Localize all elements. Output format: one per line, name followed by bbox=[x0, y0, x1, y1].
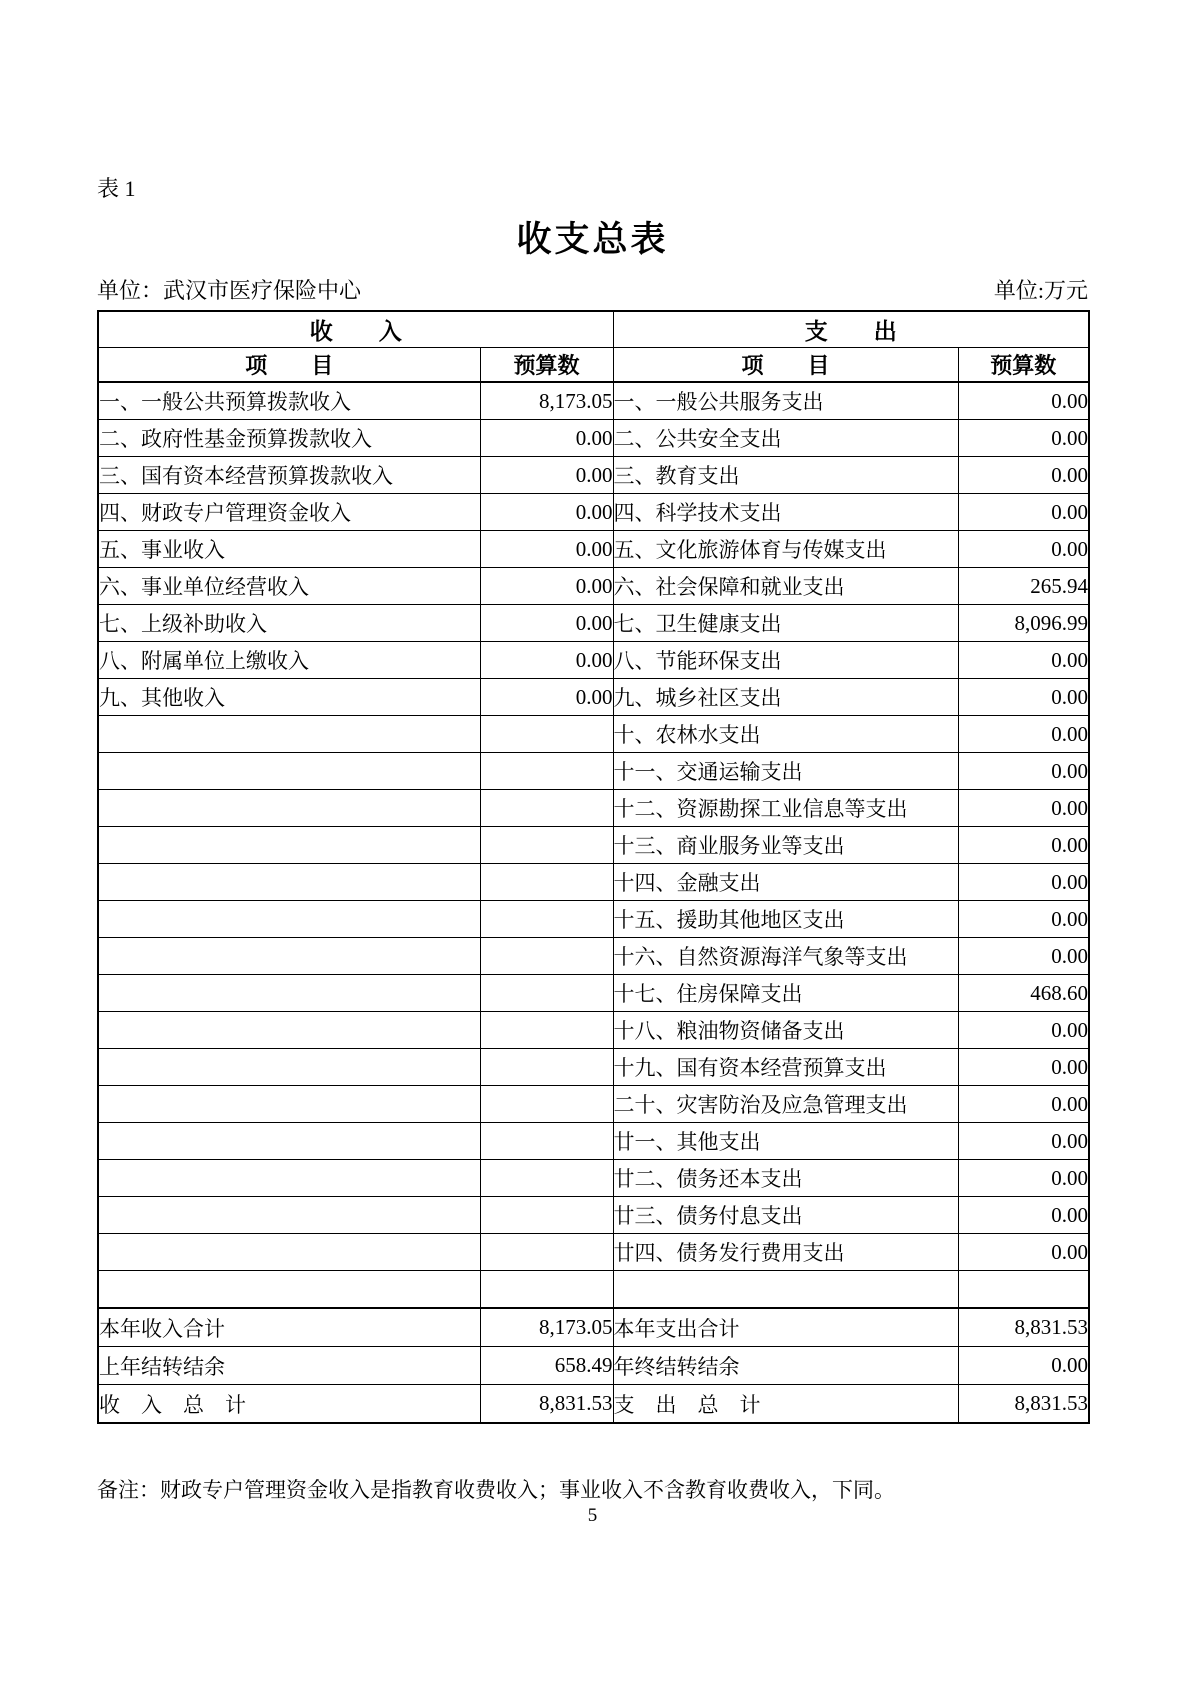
expense-value-cell: 8,096.99 bbox=[958, 605, 1089, 642]
income-value-cell: 0.00 bbox=[480, 531, 613, 568]
income-item-cell: 六、事业单位经营收入 bbox=[98, 568, 480, 605]
income-item-cell: 五、事业收入 bbox=[98, 531, 480, 568]
income-value-cell: 0.00 bbox=[480, 679, 613, 716]
table-row bbox=[98, 790, 1089, 827]
income-value-cell bbox=[480, 790, 613, 827]
table-row bbox=[98, 938, 1089, 975]
income-item-cell bbox=[98, 901, 480, 938]
table-row bbox=[98, 1197, 1089, 1234]
expense-item-cell: 廿二、债务还本支出 bbox=[613, 1160, 958, 1197]
expense-item-cell: 五、文化旅游体育与传媒支出 bbox=[613, 531, 958, 568]
income-item-cell bbox=[98, 1197, 480, 1234]
table-row bbox=[98, 605, 1089, 642]
income-item-cell bbox=[98, 753, 480, 790]
income-value-cell: 0.00 bbox=[480, 605, 613, 642]
expense-value-cell: 0.00 bbox=[958, 1012, 1089, 1049]
budget-summary-table bbox=[97, 310, 1090, 1424]
expense-value-cell: 0.00 bbox=[958, 679, 1089, 716]
expense-item-cell: 十八、粮油物资储备支出 bbox=[613, 1012, 958, 1049]
income-value-cell bbox=[480, 1049, 613, 1086]
table-row bbox=[98, 382, 1089, 420]
table-row bbox=[98, 642, 1089, 679]
income-total-label-cell: 上年结转结余 bbox=[98, 1347, 480, 1385]
expense-item-cell bbox=[613, 1271, 958, 1309]
table-row bbox=[98, 753, 1089, 790]
table-row bbox=[98, 494, 1089, 531]
table-head bbox=[98, 311, 1089, 382]
income-value-cell: 0.00 bbox=[480, 457, 613, 494]
table-row bbox=[98, 1271, 1089, 1309]
table-row bbox=[98, 1123, 1089, 1160]
table-row bbox=[98, 1086, 1089, 1123]
income-total-value-cell: 8,831.53 bbox=[480, 1385, 613, 1424]
expense-item-cell: 七、卫生健康支出 bbox=[613, 605, 958, 642]
expense-value-cell: 0.00 bbox=[958, 1234, 1089, 1271]
expense-item-cell: 十二、资源勘探工业信息等支出 bbox=[613, 790, 958, 827]
income-value-cell: 0.00 bbox=[480, 494, 613, 531]
table-row bbox=[98, 1160, 1089, 1197]
table-row bbox=[98, 531, 1089, 568]
income-value-cell bbox=[480, 1234, 613, 1271]
income-item-cell: 八、附属单位上缴收入 bbox=[98, 642, 480, 679]
table-row bbox=[98, 457, 1089, 494]
expense-value-cell: 0.00 bbox=[958, 790, 1089, 827]
expense-value-cell: 0.00 bbox=[958, 642, 1089, 679]
income-item-cell: 七、上级补助收入 bbox=[98, 605, 480, 642]
section-header-row bbox=[98, 311, 1089, 348]
unit-name-label: 单位：武汉市医疗保险中心 bbox=[97, 278, 362, 303]
total-row bbox=[98, 1385, 1089, 1424]
meta-row bbox=[97, 274, 1088, 305]
income-value-cell bbox=[480, 938, 613, 975]
income-value-cell bbox=[480, 716, 613, 753]
income-value-cell bbox=[480, 753, 613, 790]
expense-total-label-cell: 本年支出合计 bbox=[613, 1308, 958, 1347]
expense-value-cell: 0.00 bbox=[958, 420, 1089, 457]
expense-value-cell: 0.00 bbox=[958, 938, 1089, 975]
expense-total-value-cell: 8,831.53 bbox=[958, 1308, 1089, 1347]
income-item-cell bbox=[98, 864, 480, 901]
footnote: 备注：财政专户管理资金收入是指教育收费收入；事业收入不含教育收费收入，下同。 bbox=[97, 1478, 895, 1502]
income-item-cell: 九、其他收入 bbox=[98, 679, 480, 716]
table-row bbox=[98, 1049, 1089, 1086]
expense-item-cell: 二十、灾害防治及应急管理支出 bbox=[613, 1086, 958, 1123]
table-row bbox=[98, 975, 1089, 1012]
income-item-cell: 四、财政专户管理资金收入 bbox=[98, 494, 480, 531]
income-value-cell bbox=[480, 1271, 613, 1309]
income-item-cell bbox=[98, 1271, 480, 1309]
expense-budget-column-header: 预算数 bbox=[958, 348, 1089, 383]
income-value-cell bbox=[480, 1086, 613, 1123]
income-item-cell: 二、政府性基金预算拨款收入 bbox=[98, 420, 480, 457]
income-value-cell bbox=[480, 901, 613, 938]
income-item-cell bbox=[98, 975, 480, 1012]
expense-item-cell: 一、一般公共服务支出 bbox=[613, 382, 958, 420]
expense-total-value-cell: 0.00 bbox=[958, 1347, 1089, 1385]
page-number: 5 bbox=[587, 1505, 598, 1526]
income-total-label-cell: 收 入 总 计 bbox=[98, 1385, 480, 1424]
document-content bbox=[97, 176, 1088, 1504]
table-row bbox=[98, 1234, 1089, 1271]
expense-item-cell: 十四、金融支出 bbox=[613, 864, 958, 901]
expense-value-cell: 265.94 bbox=[958, 568, 1089, 605]
table-label: 表 1 bbox=[97, 176, 136, 201]
total-row bbox=[98, 1308, 1089, 1347]
expense-value-cell: 0.00 bbox=[958, 494, 1089, 531]
income-item-cell bbox=[98, 1234, 480, 1271]
table-row bbox=[98, 420, 1089, 457]
income-item-cell bbox=[98, 1049, 480, 1086]
expense-value-cell: 0.00 bbox=[958, 716, 1089, 753]
income-value-cell bbox=[480, 1123, 613, 1160]
expense-value-cell: 0.00 bbox=[958, 1086, 1089, 1123]
expense-item-cell: 十一、交通运输支出 bbox=[613, 753, 958, 790]
table-row bbox=[98, 1012, 1089, 1049]
income-value-cell bbox=[480, 1197, 613, 1234]
income-item-cell: 一、一般公共预算拨款收入 bbox=[98, 382, 480, 420]
income-value-cell: 8,173.05 bbox=[480, 382, 613, 420]
table-row bbox=[98, 716, 1089, 753]
expense-value-cell: 0.00 bbox=[958, 1160, 1089, 1197]
table-row bbox=[98, 568, 1089, 605]
income-item-cell bbox=[98, 1123, 480, 1160]
income-value-cell bbox=[480, 1160, 613, 1197]
expense-item-cell: 九、城乡社区支出 bbox=[613, 679, 958, 716]
expense-total-label-cell: 支 出 总 计 bbox=[613, 1385, 958, 1424]
total-row bbox=[98, 1347, 1089, 1385]
expense-item-cell: 十三、商业服务业等支出 bbox=[613, 827, 958, 864]
expense-value-cell: 0.00 bbox=[958, 1049, 1089, 1086]
expense-value-cell: 0.00 bbox=[958, 382, 1089, 420]
income-total-label-cell: 本年收入合计 bbox=[98, 1308, 480, 1347]
expense-section-header: 支 出 bbox=[613, 311, 1089, 348]
income-item-cell bbox=[98, 1012, 480, 1049]
income-value-cell bbox=[480, 975, 613, 1012]
expense-item-cell: 八、节能环保支出 bbox=[613, 642, 958, 679]
income-value-cell: 0.00 bbox=[480, 642, 613, 679]
expense-item-cell: 十、农林水支出 bbox=[613, 716, 958, 753]
expense-item-cell: 十六、自然资源海洋气象等支出 bbox=[613, 938, 958, 975]
expense-item-cell: 六、社会保障和就业支出 bbox=[613, 568, 958, 605]
expense-item-cell: 二、公共安全支出 bbox=[613, 420, 958, 457]
income-item-cell bbox=[98, 827, 480, 864]
income-item-cell bbox=[98, 1086, 480, 1123]
expense-total-label-cell: 年终结转结余 bbox=[613, 1347, 958, 1385]
expense-value-cell: 0.00 bbox=[958, 827, 1089, 864]
expense-value-cell: 0.00 bbox=[958, 901, 1089, 938]
table-row bbox=[98, 864, 1089, 901]
income-item-cell bbox=[98, 938, 480, 975]
expense-value-cell bbox=[958, 1271, 1089, 1309]
expense-value-cell: 0.00 bbox=[958, 1123, 1089, 1160]
page-title: 收支总表 bbox=[516, 220, 669, 259]
income-item-cell: 三、国有资本经营预算拨款收入 bbox=[98, 457, 480, 494]
income-item-cell bbox=[98, 1160, 480, 1197]
expense-total-value-cell: 8,831.53 bbox=[958, 1385, 1089, 1424]
income-total-value-cell: 658.49 bbox=[480, 1347, 613, 1385]
income-budget-column-header: 预算数 bbox=[480, 348, 613, 383]
expense-value-cell: 0.00 bbox=[958, 753, 1089, 790]
income-value-cell bbox=[480, 1012, 613, 1049]
income-item-cell bbox=[98, 716, 480, 753]
column-header-row bbox=[98, 348, 1089, 383]
expense-item-cell: 十五、援助其他地区支出 bbox=[613, 901, 958, 938]
table-totals bbox=[98, 1308, 1089, 1423]
currency-unit-label: 单位:万元 bbox=[993, 278, 1088, 303]
table-row bbox=[98, 901, 1089, 938]
income-item-column-header: 项 目 bbox=[98, 348, 480, 383]
expense-value-cell: 0.00 bbox=[958, 864, 1089, 901]
income-value-cell: 0.00 bbox=[480, 568, 613, 605]
income-value-cell bbox=[480, 827, 613, 864]
income-section-header: 收 入 bbox=[98, 311, 613, 348]
expense-item-cell: 廿四、债务发行费用支出 bbox=[613, 1234, 958, 1271]
table-row bbox=[98, 827, 1089, 864]
table-body bbox=[98, 382, 1089, 1308]
income-value-cell: 0.00 bbox=[480, 420, 613, 457]
expense-item-cell: 十九、国有资本经营预算支出 bbox=[613, 1049, 958, 1086]
expense-value-cell: 468.60 bbox=[958, 975, 1089, 1012]
expense-item-cell: 廿一、其他支出 bbox=[613, 1123, 958, 1160]
income-total-value-cell: 8,173.05 bbox=[480, 1308, 613, 1347]
expense-item-cell: 十七、住房保障支出 bbox=[613, 975, 958, 1012]
expense-value-cell: 0.00 bbox=[958, 1197, 1089, 1234]
expense-value-cell: 0.00 bbox=[958, 457, 1089, 494]
expense-item-cell: 四、科学技术支出 bbox=[613, 494, 958, 531]
table-row bbox=[98, 679, 1089, 716]
expense-item-cell: 廿三、债务付息支出 bbox=[613, 1197, 958, 1234]
expense-value-cell: 0.00 bbox=[958, 531, 1089, 568]
expense-item-column-header: 项 目 bbox=[613, 348, 958, 383]
income-item-cell bbox=[98, 790, 480, 827]
income-value-cell bbox=[480, 864, 613, 901]
expense-item-cell: 三、教育支出 bbox=[613, 457, 958, 494]
